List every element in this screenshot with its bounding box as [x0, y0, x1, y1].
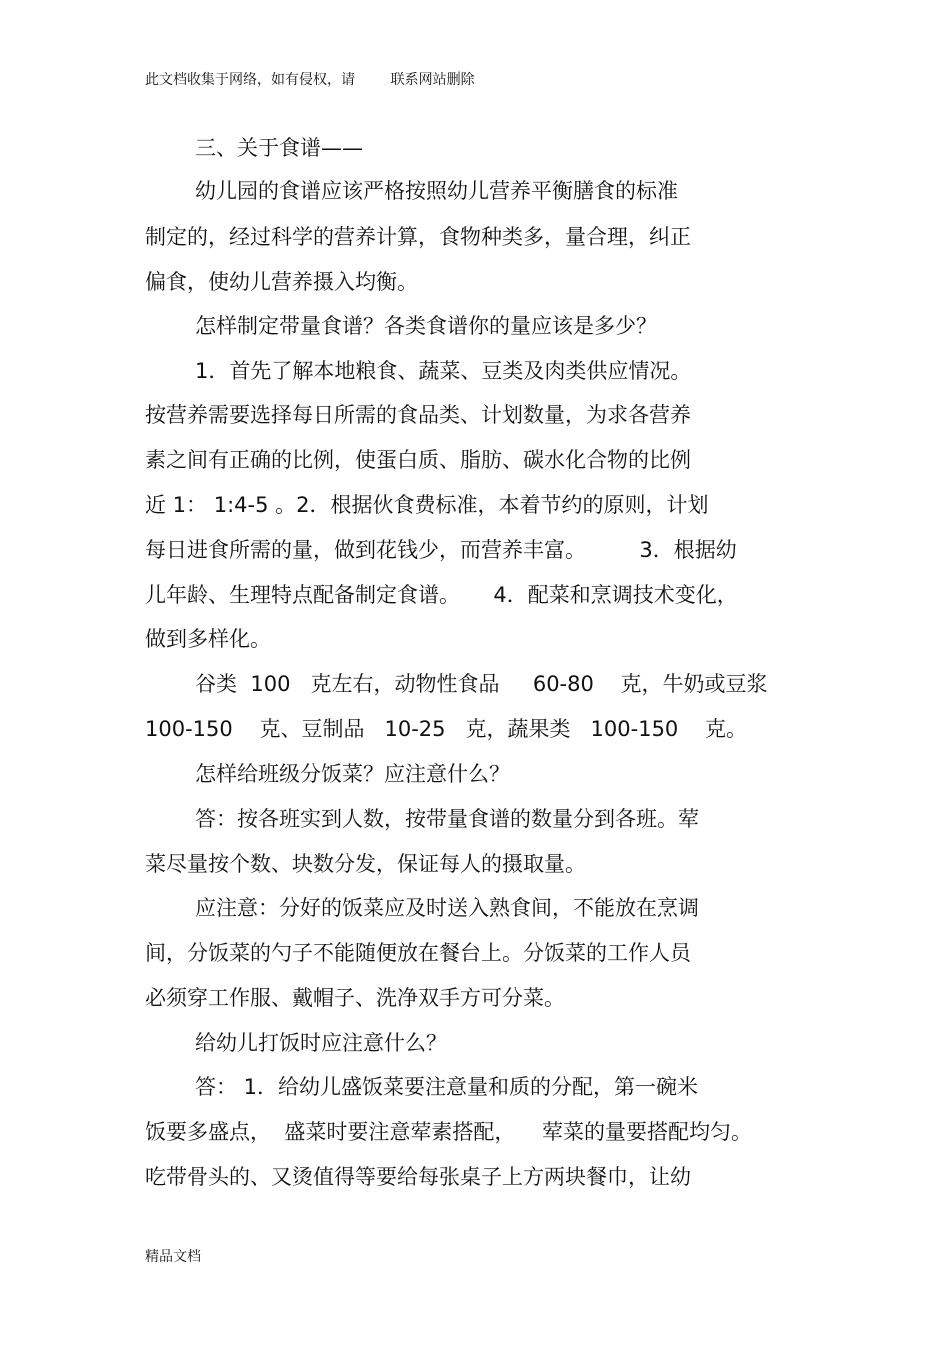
answer-line: 答： 1．给幼儿盛饭菜要注意量和质的分配，第一碗米	[195, 1075, 699, 1099]
question-line: 怎样制定带量食谱？各类食谱你的量应该是多少？	[195, 314, 657, 338]
paragraph-line: 应注意：分好的饭菜应及时送入熟食间，不能放在烹调	[195, 896, 699, 920]
answer-line: 答：按各班实到人数，按带量食谱的数量分到各班。荤	[195, 807, 699, 831]
paragraph-line: 谷类 100 克左右，动物性食品 60-80 克，牛奶或豆浆	[195, 672, 768, 696]
paragraph-line: 饭要多盛点， 盛菜时要注意荤素搭配， 荤菜的量要搭配均匀。	[145, 1120, 753, 1144]
paragraph-line: 儿年龄、生理特点配备制定食谱。 4．配菜和烹调技术变化，	[145, 583, 738, 607]
paragraph-line: 偏食，使幼儿营养摄入均衡。	[145, 270, 418, 294]
paragraph-line: 做到多样化。	[145, 627, 271, 651]
paragraph-line: 近 1： 1:4-5 。2．根据伙食费标准，本着节约的原则，计划	[145, 493, 709, 517]
paragraph-line: 间，分饭菜的勺子不能随便放在餐台上。分饭菜的工作人员	[145, 941, 691, 965]
paragraph-line: 吃带骨头的、又烫值得等要给每张桌子上方两块餐巾，让幼	[145, 1165, 691, 1189]
paragraph-line: 制定的，经过科学的营养计算，食物种类多，量合理，纠正	[145, 225, 691, 249]
paragraph-line: 菜尽量按个数、块数分发，保证每人的摄取量。	[145, 852, 586, 876]
question-line: 给幼儿打饭时应注意什么？	[195, 1031, 447, 1055]
section-heading: 三、关于食谱——	[195, 136, 363, 160]
page-header: 此文档收集于网络，如有侵权，请 联系网站删除	[145, 72, 475, 88]
paragraph-line: 按营养需要选择每日所需的食品类、计划数量，为求各营养	[145, 403, 691, 427]
question-line: 怎样给班级分饭菜？应注意什么？	[195, 762, 510, 786]
paragraph-line: 100-150 克、豆制品 10-25 克，蔬果类 100-150 克。	[145, 717, 747, 741]
paragraph-line: 幼儿园的食谱应该严格按照幼儿营养平衡膳食的标准	[195, 179, 678, 203]
paragraph-line: 必须穿工作服、戴帽子、洗净双手方可分菜。	[145, 986, 565, 1010]
paragraph-line: 每日进食所需的量，做到花钱少，而营养丰富。 3．根据幼	[145, 538, 737, 562]
paragraph-line: 素之间有正确的比例，使蛋白质、脂肪、碳水化合物的比例	[145, 448, 691, 472]
page-footer: 精品文档	[145, 1249, 201, 1265]
paragraph-line: 1．首先了解本地粮食、蔬菜、豆类及肉类供应情况。	[195, 359, 692, 383]
